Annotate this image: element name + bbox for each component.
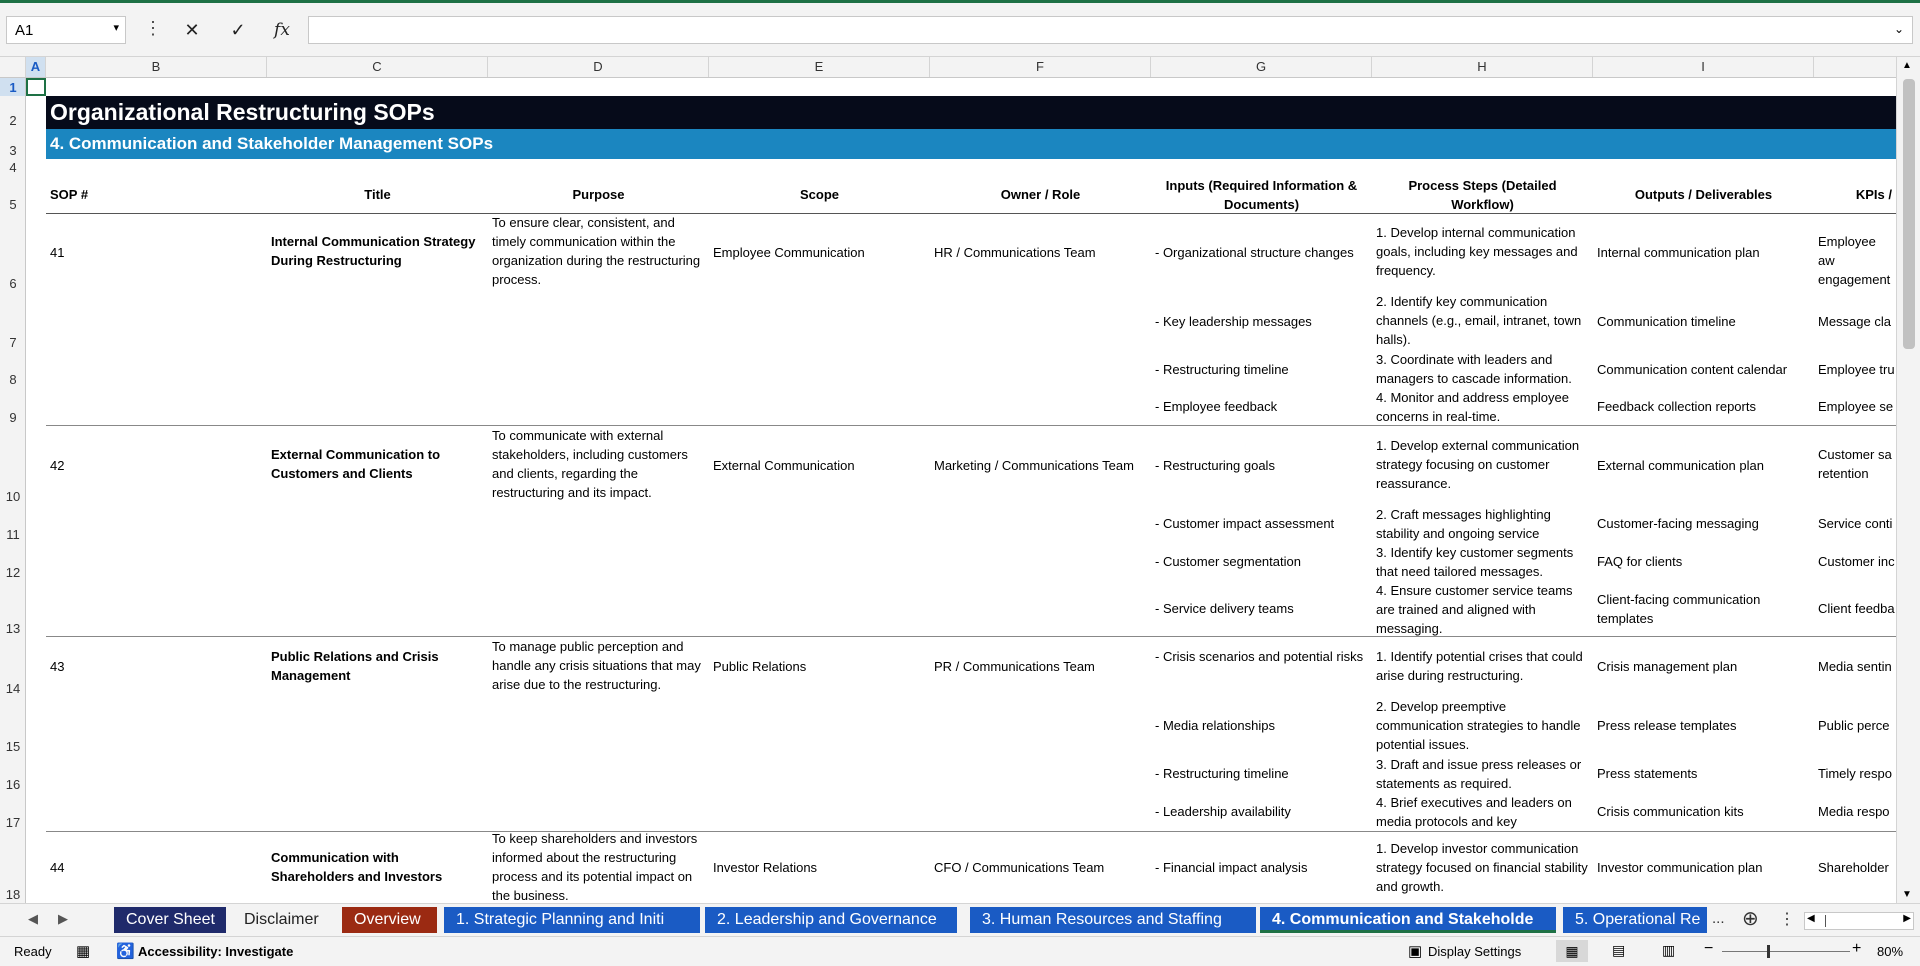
tab-leadership-governance[interactable]: 2. Leadership and Governance <box>705 907 957 933</box>
zoom-slider-thumb[interactable] <box>1767 945 1770 958</box>
sop-kpi: Media respo <box>1818 804 1890 819</box>
sop-input: - Organizational structure changes <box>1155 245 1354 260</box>
sop-scope: Employee Communication <box>713 245 865 260</box>
sop-title: Internal Communication Strategy During Restructuring <box>271 234 476 268</box>
column-headers <box>0 57 1900 78</box>
row-header-13[interactable]: 13 <box>0 581 26 637</box>
row-header-16[interactable]: 16 <box>0 755 26 793</box>
row-header-9[interactable]: 9 <box>0 388 26 426</box>
sop-step: 1. Develop internal communication goals, including key messages and frequency. <box>1376 225 1578 278</box>
sop-kpi: Timely respo <box>1818 766 1892 781</box>
sop-purpose: To communicate with external stakeholders, including customers and clients, regarding the restructuring and its impact. <box>492 428 688 500</box>
sop-output: Communication timeline <box>1597 314 1736 329</box>
column-header-b[interactable]: B <box>46 57 267 77</box>
sop-purpose: To ensure clear, consistent, and timely communication within the organization during the restructuring process. <box>492 215 701 287</box>
scroll-down-icon[interactable]: ▼ <box>1902 889 1912 900</box>
sop-owner: PR / Communications Team <box>934 659 1095 674</box>
row-header-1[interactable]: 1 <box>0 78 26 96</box>
header-owner: Owner / Role <box>1000 187 1081 202</box>
worksheet-grid[interactable] <box>26 78 1896 903</box>
horizontal-scrollbar[interactable] <box>1804 912 1914 930</box>
tab-scroll-right-icon[interactable]: ▶ <box>58 911 68 926</box>
active-cell-a1[interactable] <box>26 78 46 96</box>
row-header-7[interactable]: 7 <box>0 292 26 351</box>
more-tabs-button[interactable]: ... <box>1712 910 1725 927</box>
expand-formula-icon[interactable]: ⌄ <box>1893 22 1904 36</box>
sop-kpi: Service conti <box>1818 516 1893 531</box>
row-header-14[interactable]: 14 <box>0 637 26 697</box>
sop-step: 2. Develop preemptive communication strategies to handle potential issues. <box>1376 699 1581 752</box>
sop-title: External Communication to Customers and Clients <box>271 447 441 481</box>
row-header-2[interactable]: 2 <box>0 96 26 129</box>
display-settings-icon[interactable]: ▣ <box>1408 943 1423 960</box>
row-header-4[interactable]: 4 <box>0 159 26 176</box>
formula-bar <box>0 3 1920 57</box>
sop-kpi: Message cla <box>1818 314 1891 329</box>
sheet-title: Organizational Restructuring SOPs <box>46 96 1896 129</box>
sop-input: - Service delivery teams <box>1155 601 1294 616</box>
sop-owner: HR / Communications Team <box>934 245 1096 260</box>
name-box-value: A1 <box>15 22 34 39</box>
sop-step: 3. Coordinate with leaders and managers to cascade information. <box>1376 352 1572 386</box>
sop-output: FAQ for clients <box>1597 554 1683 569</box>
sop-step: 1. Develop external communication strategy focusing on customer reassurance. <box>1376 438 1580 491</box>
scroll-up-icon[interactable]: ▲ <box>1902 60 1912 71</box>
accessibility-icon[interactable]: ♿ <box>116 943 135 960</box>
header-kpis: KPIs / <box>1855 187 1892 202</box>
header-title: Title <box>364 187 391 202</box>
sop-input: - Crisis scenarios and potential risks <box>1155 649 1364 664</box>
sop-kpi: Public perce <box>1818 718 1890 733</box>
sop-kpi: Media sentin <box>1818 659 1892 674</box>
tab-strategic-planning[interactable]: 1. Strategic Planning and Initi <box>444 907 700 933</box>
more-options-icon[interactable]: ⋮ <box>144 18 162 38</box>
accessibility-status[interactable]: Accessibility: Investigate <box>138 944 294 959</box>
row-header-18[interactable]: 18 <box>0 831 26 903</box>
sop-input: - Restructuring timeline <box>1155 362 1289 377</box>
column-header-a[interactable]: A <box>26 57 46 77</box>
sop-owner: CFO / Communications Team <box>934 860 1105 875</box>
header-outputs: Outputs / Deliverables <box>1634 187 1773 202</box>
scroll-position-marker <box>1825 915 1826 927</box>
row-header-17[interactable]: 17 <box>0 793 26 831</box>
sop-step: 4. Ensure customer service teams are trained and aligned with messaging. <box>1376 583 1573 636</box>
row-header-5[interactable]: 5 <box>0 176 26 213</box>
scroll-left-icon[interactable]: ◀ <box>1807 913 1815 924</box>
sop-scope: Investor Relations <box>713 860 818 875</box>
sop-step: 3. Draft and issue press releases or statements as required. <box>1376 757 1582 791</box>
header-purpose: Purpose <box>572 187 625 202</box>
sop-output: External communication plan <box>1597 458 1764 473</box>
formula-input[interactable] <box>308 16 1913 44</box>
enter-button[interactable]: ✓ <box>230 20 246 40</box>
add-sheet-icon[interactable]: ⊕ <box>1742 908 1759 930</box>
column-header-d[interactable]: D <box>488 57 709 77</box>
tabs-menu-icon[interactable]: ⋮ <box>1779 911 1795 928</box>
sop-step: 2. Identify key communication channels (e.g., email, intranet, town halls). <box>1376 294 1582 347</box>
chevron-down-icon[interactable]: ▾ <box>113 22 119 34</box>
row-header-12[interactable]: 12 <box>0 543 26 581</box>
display-settings-button[interactable]: Display Settings <box>1428 944 1522 959</box>
tab-communication-active[interactable]: 4. Communication and Stakeholde <box>1260 907 1556 933</box>
page-break-preview-icon[interactable]: ▥ <box>1662 942 1676 958</box>
zoom-level[interactable]: 80% <box>1877 944 1904 959</box>
status-ready: Ready <box>14 944 52 959</box>
sop-number: 44 <box>50 860 65 875</box>
sop-kpi: Employee se <box>1818 399 1894 414</box>
sop-output: Client-facing communication templates <box>1597 592 1761 626</box>
sop-number: 41 <box>50 245 65 260</box>
row-header-8[interactable]: 8 <box>0 351 26 388</box>
sop-kpi: Employee aw engagement <box>1818 234 1891 287</box>
sop-output: Feedback collection reports <box>1597 399 1756 414</box>
sop-purpose: To manage public perception and handle any crisis situations that may arise due to the restructuring. <box>492 639 701 692</box>
vertical-scrollbar[interactable] <box>1896 57 1920 903</box>
tab-disclaimer[interactable]: Disclaimer <box>232 907 338 933</box>
header-scope: Scope <box>799 187 839 202</box>
column-header-g[interactable]: G <box>1151 57 1372 77</box>
sop-input: - Restructuring timeline <box>1155 766 1289 781</box>
sop-input: - Leadership availability <box>1155 804 1291 819</box>
column-header-h[interactable]: H <box>1372 57 1593 77</box>
zoom-out-icon[interactable]: − <box>1704 940 1714 957</box>
sop-input: - Financial impact analysis <box>1155 860 1308 875</box>
sop-step: 4. Brief executives and leaders on media protocols and key <box>1376 795 1572 829</box>
insert-function-button[interactable]: fx <box>274 20 290 40</box>
header-steps: Process Steps (Detailed Workflow) <box>1408 178 1557 212</box>
sop-kpi: Client feedba <box>1818 601 1895 616</box>
row-header-6[interactable]: 6 <box>0 213 26 292</box>
normal-view-icon[interactable]: ▦ <box>1556 940 1588 962</box>
sop-step: 3. Identify key customer segments that need tailored messages. <box>1376 545 1574 579</box>
sop-step: 2. Craft messages highlighting stability and ongoing service <box>1376 507 1551 541</box>
header-inputs: Inputs (Required Information & Documents) <box>1165 178 1358 212</box>
sop-kpi: Shareholder <box>1818 860 1889 875</box>
sop-purpose: To keep shareholders and investors informed about the restructuring process and its potential impact on the business. <box>492 831 698 903</box>
sop-output: Investor communication plan <box>1597 860 1763 875</box>
row-header-11[interactable]: 11 <box>0 505 26 543</box>
macro-recording-icon[interactable]: ▦ <box>76 943 91 960</box>
sop-number: 43 <box>50 659 65 674</box>
sop-input: - Customer segmentation <box>1155 554 1301 569</box>
scrollbar-thumb[interactable] <box>1903 79 1915 349</box>
sop-step: 1. Identify potential crises that could arise during restructuring. <box>1376 649 1583 683</box>
tab-scroll-left-icon[interactable]: ◀ <box>28 911 38 926</box>
sop-title: Public Relations and Crisis Management <box>271 649 439 683</box>
sop-output: Crisis management plan <box>1597 659 1738 674</box>
tab-overview[interactable]: Overview <box>342 907 437 933</box>
zoom-slider[interactable] <box>1722 951 1850 952</box>
sop-input: - Media relationships <box>1155 718 1275 733</box>
sheet-subtitle: 4. Communication and Stakeholder Management SOPs <box>46 129 1896 159</box>
row-header-10[interactable]: 10 <box>0 426 26 505</box>
sop-number: 42 <box>50 458 65 473</box>
column-header-c[interactable]: C <box>267 57 488 77</box>
sop-input: - Restructuring goals <box>1155 458 1275 473</box>
sop-step: 4. Monitor and address employee concerns in real-time. <box>1376 390 1569 424</box>
tab-human-resources[interactable]: 3. Human Resources and Staffing <box>970 907 1256 933</box>
sop-step: 1. Develop investor communication strategy focused on financial stability and growth. <box>1376 841 1588 894</box>
column-header-f[interactable]: F <box>930 57 1151 77</box>
scroll-right-icon[interactable]: ▶ <box>1903 913 1911 924</box>
sop-output: Crisis communication kits <box>1597 804 1744 819</box>
page-layout-icon[interactable]: ▤ <box>1612 942 1626 958</box>
sop-input: - Employee feedback <box>1155 399 1278 414</box>
sop-output: Press statements <box>1597 766 1698 781</box>
column-header-e[interactable]: E <box>709 57 930 77</box>
sop-kpi: Employee tru <box>1818 362 1895 377</box>
sop-scope: Public Relations <box>713 659 807 674</box>
sop-scope: External Communication <box>713 458 855 473</box>
sop-output: Communication content calendar <box>1597 362 1788 377</box>
sop-output: Customer-facing messaging <box>1597 516 1759 531</box>
sop-input: - Customer impact assessment <box>1155 516 1335 531</box>
tab-cover-sheet[interactable]: Cover Sheet <box>114 907 226 933</box>
cancel-button[interactable]: ✕ <box>184 20 200 40</box>
zoom-in-icon[interactable]: + <box>1852 940 1862 957</box>
tab-operational[interactable]: 5. Operational Re <box>1563 907 1707 933</box>
sop-input: - Key leadership messages <box>1155 314 1312 329</box>
sop-title: Communication with Shareholders and Investors <box>271 850 443 884</box>
row-header-3[interactable]: 3 <box>0 129 26 159</box>
sop-kpi: Customer sa retention <box>1818 447 1892 481</box>
name-box[interactable] <box>6 16 126 44</box>
sop-output: Internal communication plan <box>1597 245 1760 260</box>
sop-owner: Marketing / Communications Team <box>934 458 1134 473</box>
row-header-15[interactable]: 15 <box>0 697 26 755</box>
sop-output: Press release templates <box>1597 718 1737 733</box>
select-all-corner[interactable] <box>0 57 26 77</box>
sheet-tabs-bar <box>0 903 1920 937</box>
header-sop: SOP # <box>50 187 89 202</box>
column-header-i[interactable]: I <box>1593 57 1814 77</box>
status-bar <box>0 936 1920 966</box>
sop-kpi: Customer inc <box>1818 554 1895 569</box>
